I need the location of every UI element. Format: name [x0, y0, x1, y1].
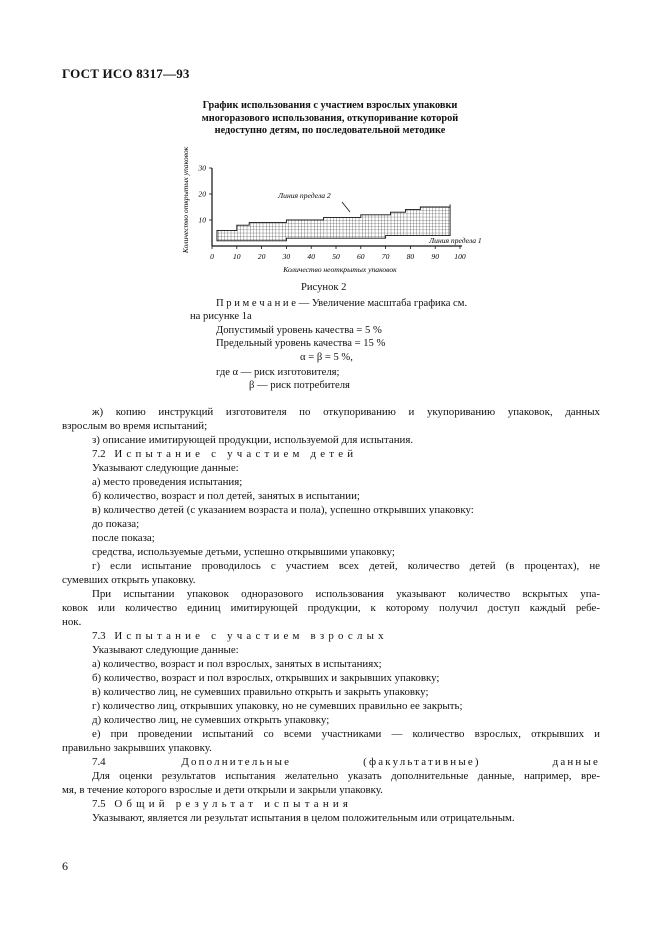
document-header: ГОСТ ИСО 8317—93 — [62, 66, 190, 81]
s73-intro: Указывают следующие данные: — [92, 644, 239, 656]
x-ticks — [210, 246, 466, 261]
section-7-3-heading — [92, 629, 600, 643]
chart-title — [150, 100, 510, 138]
s72-single-use-end: нок. — [62, 616, 82, 628]
section-7-2-heading — [92, 447, 600, 461]
x-tick-label: 100 — [454, 252, 466, 261]
chart-title-line-3: недоступно детям, по последовательной методике — [214, 125, 446, 137]
x-tick-label: 70 — [381, 252, 390, 261]
x-tick-label: 50 — [332, 252, 340, 261]
s72-b: б) количество, возраст и пол детей, занятых в испытании; — [92, 490, 360, 502]
s73-d: д) количество лиц, не сумевших открыть упаковку; — [92, 714, 330, 726]
s72-after-demo: после показа; — [92, 532, 155, 544]
s73-b: б) количество, возраст и пол взрослых, открывших и закрывших упаковку; — [92, 672, 440, 684]
s75-text: Указывают, является ли результат испытания в целом положительным или отрицательным. — [92, 812, 515, 824]
y-tick-label: 10 — [198, 215, 206, 225]
section-7-4-number: 7.4 — [92, 756, 106, 768]
x-tick-label: 30 — [282, 252, 291, 261]
x-tick-label: 20 — [257, 252, 266, 261]
s72-v: в) количество детей (с указанием возраста и пола), успешно открывших упаковку: — [92, 504, 474, 516]
chart-title-line-1: График использования с участием взрослых упаковки — [202, 100, 458, 111]
s73-g: г) количество лиц, открывших упаковку, но не сумевших правильно ее закрыть; — [92, 700, 463, 712]
note-text: — Увеличение масштаба графика см. — [295, 298, 468, 309]
figure-note-cont: на рисунке 1а — [190, 311, 252, 322]
limit-line-1-label: Линия предела 1 — [429, 236, 482, 245]
s72-g: г) если испытание проводилось с участием всех детей, количество детей (в процентах), не — [92, 560, 600, 572]
figure-caption: Рисунок 2 — [301, 282, 347, 293]
x-tick-label: 0 — [210, 252, 214, 261]
lql-line: Предельный уровень качества = 15 % — [216, 338, 386, 349]
para-z: з) описание имитирующей продукции, используемой для испытания. — [92, 434, 414, 446]
s73-a: а) количество, возраст и пол взрослых, занятых в испытаниях; — [92, 658, 382, 670]
sequential-chart — [170, 140, 490, 278]
s72-a: а) место проведения испытания; — [92, 476, 243, 488]
s74-text-cont: мя, в течение которого взрослые и дети открыли и закрыли упаковку. — [62, 784, 383, 796]
where-alpha-line: где α — риск изготовителя; — [216, 367, 340, 378]
continuation-region — [217, 204, 450, 240]
section-7-3-number: 7.3 — [92, 630, 106, 642]
section-7-4-heading — [92, 755, 600, 769]
section-7-3-title: Испытание с участием взрослых — [114, 630, 388, 642]
s72-before-demo: до показа; — [92, 518, 140, 530]
figure-note — [216, 298, 467, 309]
s73-v: в) количество лиц, не сумевших правильно открыть и закрыть упаковку; — [92, 686, 429, 698]
limit-line-2-label: Линия предела 2 — [278, 191, 331, 200]
s72-means: средства, используемые детьми, успешно открывшими упаковку; — [92, 546, 395, 558]
s72-intro: Указывают следующие данные: — [92, 462, 239, 474]
s74-text: Для оценки результатов испытания желательно указать дополнительные данные, например, вре- — [92, 770, 600, 782]
para-zh-cont: взрослым во время испытаний; — [62, 420, 208, 432]
x-axis-label: Количество неоткрытых упаковок — [283, 265, 397, 274]
limit-line-2-leader — [342, 202, 350, 212]
x-tick-label: 90 — [431, 252, 439, 261]
aql-line: Допустимый уровень качества = 5 % — [216, 325, 382, 336]
x-tick-label: 40 — [307, 252, 315, 261]
x-tick-label: 80 — [406, 252, 415, 261]
y-tick-label: 20 — [198, 189, 206, 199]
y-tick-label: 30 — [198, 163, 206, 173]
y-axis-label: Количество открытых упаковок — [181, 146, 190, 254]
note-label: П р и м е ч а н и е — [216, 298, 296, 309]
section-7-2-number: 7.2 — [92, 448, 106, 460]
s73-e: е) при проведении испытаний со всеми участниками — количество взрослых, открывших и — [92, 728, 600, 740]
s72-single-use-cont: ковок или количество единиц имитирующей продукции, к которому получил доступ каждый ребе- — [62, 602, 600, 614]
y-ticks — [197, 164, 212, 225]
section-7-2-title: Испытание с участием детей — [114, 448, 358, 460]
section-7-4-title: Дополнительные (факультативные) данные — [181, 756, 600, 768]
section-7-5-title: Общий результат испытания — [114, 798, 353, 810]
beta-line: β — риск потребителя — [249, 380, 350, 391]
section-7-5-number: 7.5 — [92, 798, 106, 810]
s72-single-use: При испытании упаковок одноразового использования указывают количество вскрытых упа- — [92, 588, 600, 600]
chart-title-line-2: многоразового использования, откупоривание которой — [201, 112, 459, 124]
section-7-5-heading — [92, 797, 600, 811]
page-number: 6 — [62, 859, 68, 873]
x-tick-label: 60 — [357, 252, 365, 261]
para-zh: ж) копию инструкций изготовителя по откупориванию и укупориванию упаковок, данных — [92, 406, 600, 418]
s73-e-cont: правильно закрывших упаковку. — [62, 742, 212, 754]
s72-g-cont: сумевших открыть упаковку. — [62, 574, 196, 586]
x-tick-label: 10 — [233, 252, 241, 261]
alpha-beta-line: α = β = 5 %, — [300, 352, 353, 363]
